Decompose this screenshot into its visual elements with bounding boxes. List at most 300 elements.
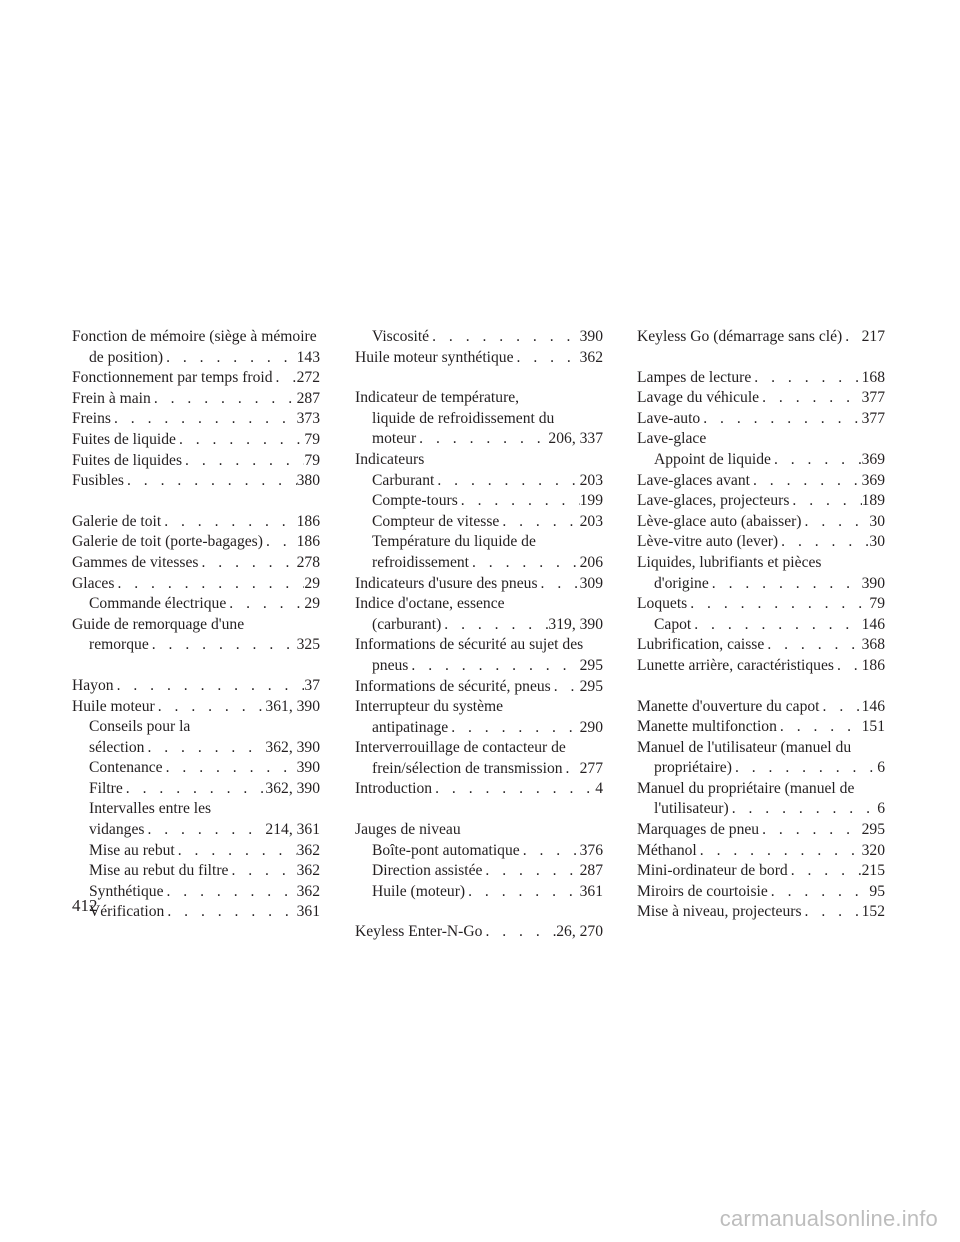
index-line (355, 677, 603, 698)
index-entry (355, 738, 603, 779)
index-subentry (355, 512, 603, 533)
page-ref: 362 (296, 841, 320, 859)
index-entry (72, 615, 320, 656)
index-line (372, 841, 603, 862)
dot-leader (434, 471, 579, 492)
entry-text: Fuites de liquides (72, 451, 183, 469)
index-entry (637, 368, 885, 389)
entry-text: Liquides, lubrifiants et pièces (637, 553, 822, 571)
dot-leader (416, 429, 548, 450)
dot-leader (176, 430, 304, 451)
dot-leader (538, 574, 580, 595)
index-line (637, 594, 885, 615)
index-entry (355, 697, 603, 738)
index-entry (637, 429, 885, 450)
index-entry (355, 779, 603, 800)
index-line (372, 491, 603, 512)
dot-leader (263, 532, 297, 553)
entry-text: Manette multifonction (637, 718, 777, 736)
dot-leader (750, 471, 862, 492)
page-ref: 79 (304, 430, 320, 448)
page-ref: 362 (296, 862, 320, 880)
index-line (637, 758, 885, 779)
watermark: carmanualsonline.info (719, 1206, 938, 1231)
index-line (89, 738, 320, 759)
index-line (72, 368, 320, 389)
page-ref: 377 (861, 389, 885, 407)
dot-leader (408, 656, 579, 677)
index-line (637, 409, 885, 430)
dot-leader (226, 594, 304, 615)
entry-text: Keyless Enter-N-Go (355, 923, 483, 941)
entry-text: Indicateur de température, (355, 389, 520, 407)
page-ref: 95 (869, 882, 885, 900)
dot-leader (551, 677, 580, 698)
page-ref: 287 (296, 389, 320, 407)
index-subentry (72, 717, 320, 758)
dot-leader (802, 902, 862, 923)
dot-leader (802, 512, 870, 533)
index-entry (637, 512, 885, 533)
entry-text: Fuites de liquide (72, 430, 176, 448)
section-gap (637, 677, 885, 697)
dot-leader (729, 799, 878, 820)
entry-text: Direction assistée (372, 862, 483, 880)
dot-leader (198, 553, 296, 574)
index-subentry (355, 491, 603, 512)
index-line (654, 615, 885, 636)
dot-leader (777, 717, 862, 738)
dot-leader (759, 820, 862, 841)
section-gap (355, 368, 603, 388)
index-entry (355, 388, 603, 450)
dot-leader (520, 841, 580, 862)
dot-leader (161, 512, 296, 533)
page-ref: 362, 390 (265, 738, 320, 756)
entry-text: Lavage du véhicule (637, 389, 760, 407)
dot-leader (771, 450, 862, 471)
dot-leader (441, 615, 548, 636)
entry-text: Informations de sécurité au sujet des (355, 636, 584, 654)
dot-leader (228, 861, 296, 882)
index-entry (355, 574, 603, 595)
entry-text: Interverrouillage de contacteur de (355, 739, 566, 757)
section-gap (72, 492, 320, 512)
index-line (355, 718, 603, 739)
index-entry (637, 409, 885, 430)
entry-text: Synthétique (89, 882, 164, 900)
entry-text: Marquages de pneu (637, 821, 760, 839)
dot-leader (273, 368, 297, 389)
index-line (637, 512, 885, 533)
entry-text: Gammes de vitesses (72, 553, 199, 571)
index-subentry (72, 841, 320, 862)
dot-leader (144, 820, 265, 841)
page-ref: 377 (861, 409, 885, 427)
index-line (637, 861, 885, 882)
dot-leader (465, 882, 580, 903)
entry-text: Lève-vitre auto (lever) (637, 533, 779, 551)
index-line (637, 799, 885, 820)
page-ref: 30 (869, 533, 885, 551)
entry-text: (carburant) (372, 615, 442, 633)
dot-leader (514, 348, 580, 369)
page-ref: 362 (579, 348, 603, 366)
index-line (372, 471, 603, 492)
entry-text: l'utilisateur) (654, 800, 729, 818)
dot-leader (469, 553, 580, 574)
index-subentry (72, 779, 320, 800)
entry-text: Manuel du propriétaire (manuel de (637, 779, 855, 797)
entry-text: Freins (72, 410, 111, 428)
entry-text: Filtre (89, 779, 123, 797)
entry-text: Vérification (89, 903, 165, 921)
index-line (355, 574, 603, 595)
index-entry (72, 532, 320, 553)
entry-text: Fonctionnement par temps froid (72, 369, 273, 387)
page-ref: 319, 390 (548, 615, 603, 633)
index-line (654, 450, 885, 471)
dot-leader (429, 327, 580, 348)
page-ref: 320 (861, 841, 885, 859)
entry-text: remorque (89, 636, 149, 654)
dot-leader (182, 451, 304, 472)
entry-text: pneus (372, 656, 409, 674)
entry-text: Indicateurs (355, 450, 425, 468)
entry-text: Huile moteur synthétique (355, 348, 514, 366)
entry-text: Introduction (355, 780, 433, 798)
dot-leader (111, 409, 297, 430)
entry-text: Frein à main (72, 389, 151, 407)
index-line (637, 882, 885, 903)
entry-text: Interrupteur du système (355, 698, 504, 716)
entry-text: Température du liquide de (372, 533, 536, 551)
index-entry (72, 430, 320, 451)
entry-text: Compte-tours (372, 492, 458, 510)
index-entry (72, 471, 320, 492)
index-line (72, 471, 320, 492)
entry-text: Contenance (89, 759, 163, 777)
page-ref: 206, 337 (548, 430, 603, 448)
dot-leader (458, 491, 580, 512)
entry-text: Boîte-pont automatique (372, 841, 520, 859)
entry-text: Loquets (637, 595, 688, 613)
index-entry (637, 491, 885, 512)
entry-text: Glaces (72, 574, 115, 592)
page-ref: 373 (296, 410, 320, 428)
index-line (72, 430, 320, 451)
index-subentry (355, 532, 603, 573)
index-line (72, 676, 320, 697)
dot-leader (448, 718, 579, 739)
entry-text: Lave-glaces, projecteurs (637, 492, 790, 510)
page-ref: 380 (296, 472, 320, 490)
index-subentry (72, 758, 320, 779)
index-line (355, 779, 603, 800)
page-ref: 290 (579, 718, 603, 736)
page-ref: 376 (579, 841, 603, 859)
dot-leader (499, 512, 579, 533)
dot-leader (764, 635, 861, 656)
entry-text: Viscosité (372, 328, 430, 345)
dot-leader (697, 841, 862, 862)
page-ref: 6 (877, 759, 885, 777)
index-subentry (355, 841, 603, 862)
entry-text: Galerie de toit (porte-bagages) (72, 533, 263, 551)
page-ref: 390 (296, 759, 320, 777)
page-ref: 143 (296, 348, 320, 366)
page-ref: 309 (579, 574, 603, 592)
page-ref: 151 (861, 718, 885, 736)
dot-leader (687, 594, 869, 615)
dot-leader (114, 574, 304, 595)
index-line (372, 512, 603, 533)
entry-text: d'origine (654, 574, 709, 592)
index-entry (355, 820, 603, 841)
index-line (72, 409, 320, 430)
index-line (355, 429, 603, 450)
dot-leader (123, 779, 266, 800)
page-ref: 79 (869, 595, 885, 613)
page-ref: 4 (595, 780, 603, 798)
index-entry (355, 677, 603, 698)
entry-text: Lave-auto (637, 409, 701, 427)
entry-text: de position) (89, 348, 164, 366)
page-ref: 217 (861, 328, 885, 345)
index-line (637, 820, 885, 841)
index-line (372, 861, 603, 882)
entry-text: Manuel de l'utilisateur (manuel du (637, 738, 852, 756)
page-ref: 272 (296, 369, 320, 387)
page-ref: 29 (304, 595, 320, 613)
entry-text: Keyless Go (démarrage sans clé) (637, 328, 843, 345)
index-entry (72, 409, 320, 430)
page-ref: 295 (861, 821, 885, 839)
index-line (637, 717, 885, 738)
page-ref: 361 (296, 903, 320, 921)
index-line (372, 327, 603, 348)
page-ref: 189 (861, 492, 885, 510)
dot-leader (788, 861, 862, 882)
dot-leader (163, 348, 297, 369)
entry-text: frein/sélection de transmission (372, 759, 563, 777)
index-column-1 (72, 327, 320, 923)
page-ref: 215 (861, 862, 885, 880)
entry-text: Guide de remorquage d'une (72, 615, 245, 633)
page-ref: 278 (296, 553, 320, 571)
entry-text: Informations de sécurité, pneus (355, 677, 551, 695)
index-line (355, 348, 603, 369)
entry-text: Mini-ordinateur de bord (637, 862, 788, 880)
index-entry (355, 594, 603, 635)
dot-leader (820, 697, 862, 718)
dot-leader (482, 861, 579, 882)
dot-leader (163, 758, 297, 779)
index-line (637, 388, 885, 409)
dot-leader (164, 902, 296, 923)
index-entry (637, 327, 885, 348)
page-ref: 79 (304, 451, 320, 469)
entry-text: Mise au rebut du filtre (89, 862, 229, 880)
index-subentry (355, 861, 603, 882)
page-ref: 186 (296, 533, 320, 551)
dot-leader (691, 615, 861, 636)
dot-leader (164, 882, 297, 903)
entry-text: Lampes de lecture (637, 368, 752, 386)
entry-text: Manette d'ouverture du capot (637, 697, 820, 715)
page-ref: 362 (296, 882, 320, 900)
page-ref: 206 (579, 553, 603, 571)
index-line (637, 471, 885, 492)
index-entry (637, 697, 885, 718)
index-line (89, 861, 320, 882)
index-subentry (72, 594, 320, 615)
dot-leader (155, 697, 266, 718)
page-ref: 277 (579, 759, 603, 777)
index-line (355, 615, 603, 636)
index-line (372, 553, 603, 574)
dot-leader (842, 327, 861, 348)
index-entry (637, 861, 885, 882)
page-ref: 214, 361 (265, 821, 320, 839)
index-entry (637, 717, 885, 738)
index-entry (637, 882, 885, 903)
index-entry (355, 922, 603, 943)
dot-leader (768, 882, 870, 903)
index-subentry (72, 861, 320, 882)
index-entry (637, 841, 885, 862)
dot-leader (151, 389, 297, 410)
index-subentry (72, 882, 320, 903)
section-gap (355, 800, 603, 820)
index-line (637, 368, 885, 389)
page-ref: 390 (861, 574, 885, 592)
page-ref: 146 (861, 697, 885, 715)
entry-text: Jauges de niveau (355, 821, 461, 839)
entry-text: Huile moteur (72, 697, 155, 715)
dot-leader (700, 409, 861, 430)
index-entry (72, 327, 320, 368)
page-ref: 29 (304, 574, 320, 592)
entry-text: Intervalles entre les (89, 800, 212, 818)
entry-text: propriétaire) (654, 759, 732, 777)
index-line (637, 902, 885, 923)
dot-leader (563, 759, 580, 780)
index-line (637, 697, 885, 718)
page-ref: 186 (861, 656, 885, 674)
page-ref: 152 (861, 903, 885, 921)
index-line (89, 779, 320, 800)
page-ref: 295 (579, 656, 603, 674)
page-ref: 146 (861, 615, 885, 633)
index-entry (355, 348, 603, 369)
index-entry (637, 553, 885, 594)
entry-text: Capot (654, 615, 692, 633)
dot-leader (124, 471, 297, 492)
page-ref: 295 (579, 677, 603, 695)
section-gap (355, 902, 603, 922)
index-column-2 (355, 327, 603, 943)
index-entry (72, 676, 320, 697)
entry-text: Lunette arrière, caractéristiques (637, 656, 834, 674)
entry-text: antipatinage (372, 718, 449, 736)
index-line (89, 594, 320, 615)
index-line (355, 656, 603, 677)
entry-text: sélection (89, 738, 145, 756)
entry-text: Fusibles (72, 472, 124, 490)
index-line (72, 532, 320, 553)
index-entry (355, 450, 603, 471)
page-ref: 390 (579, 328, 603, 345)
index-entry (637, 471, 885, 492)
dot-leader (778, 532, 869, 553)
page-ref: 325 (296, 636, 320, 654)
index-line (72, 389, 320, 410)
page-ref: 287 (579, 862, 603, 880)
entry-text: Mise au rebut (89, 841, 175, 859)
dot-leader (789, 491, 861, 512)
entry-text: Méthanol (637, 841, 697, 859)
index-line (355, 922, 603, 943)
entry-text: Fonction de mémoire (siège à mémoire (72, 328, 317, 345)
index-column-3 (637, 327, 885, 923)
entry-text: Commande électrique (89, 595, 227, 613)
index-entry (72, 389, 320, 410)
index-line (89, 820, 320, 841)
index-subentry (637, 615, 885, 636)
entry-text: Lave-glaces avant (637, 471, 750, 489)
index-line (72, 348, 320, 369)
index-line (637, 841, 885, 862)
index-subentry (637, 450, 885, 471)
index-line (89, 841, 320, 862)
page-number: 412 (72, 896, 98, 915)
index-entry (355, 635, 603, 676)
page-ref: 26, 270 (556, 923, 603, 941)
page-ref: 369 (861, 471, 885, 489)
dot-leader (709, 574, 862, 595)
index-line (72, 574, 320, 595)
entry-text: Huile (moteur) (372, 882, 466, 900)
entry-text: liquide de refroidissement du (372, 409, 555, 427)
page-ref: 203 (579, 512, 603, 530)
index-line (89, 902, 320, 923)
index-line (72, 512, 320, 533)
entry-text: Conseils pour la (89, 718, 191, 736)
entry-text: Indicateurs d'usure des pneus (355, 574, 538, 592)
entry-text: Hayon (72, 676, 114, 694)
index-entry (637, 779, 885, 820)
page-ref: 362, 390 (265, 779, 320, 797)
dot-leader (149, 635, 297, 656)
index-line (637, 491, 885, 512)
page-ref: 30 (869, 512, 885, 530)
dot-leader (751, 368, 861, 389)
index-entry (637, 635, 885, 656)
index-entry (72, 697, 320, 718)
index-line (637, 532, 885, 553)
index-line (89, 882, 320, 903)
page-ref: 361 (579, 882, 603, 900)
section-gap (637, 348, 885, 368)
page-ref: 37 (304, 676, 320, 694)
index-line (72, 635, 320, 656)
index-subentry (355, 327, 603, 348)
entry-text: Lave-glace (637, 430, 707, 448)
dot-leader (432, 779, 595, 800)
dot-leader (175, 841, 297, 862)
index-entry (72, 574, 320, 595)
